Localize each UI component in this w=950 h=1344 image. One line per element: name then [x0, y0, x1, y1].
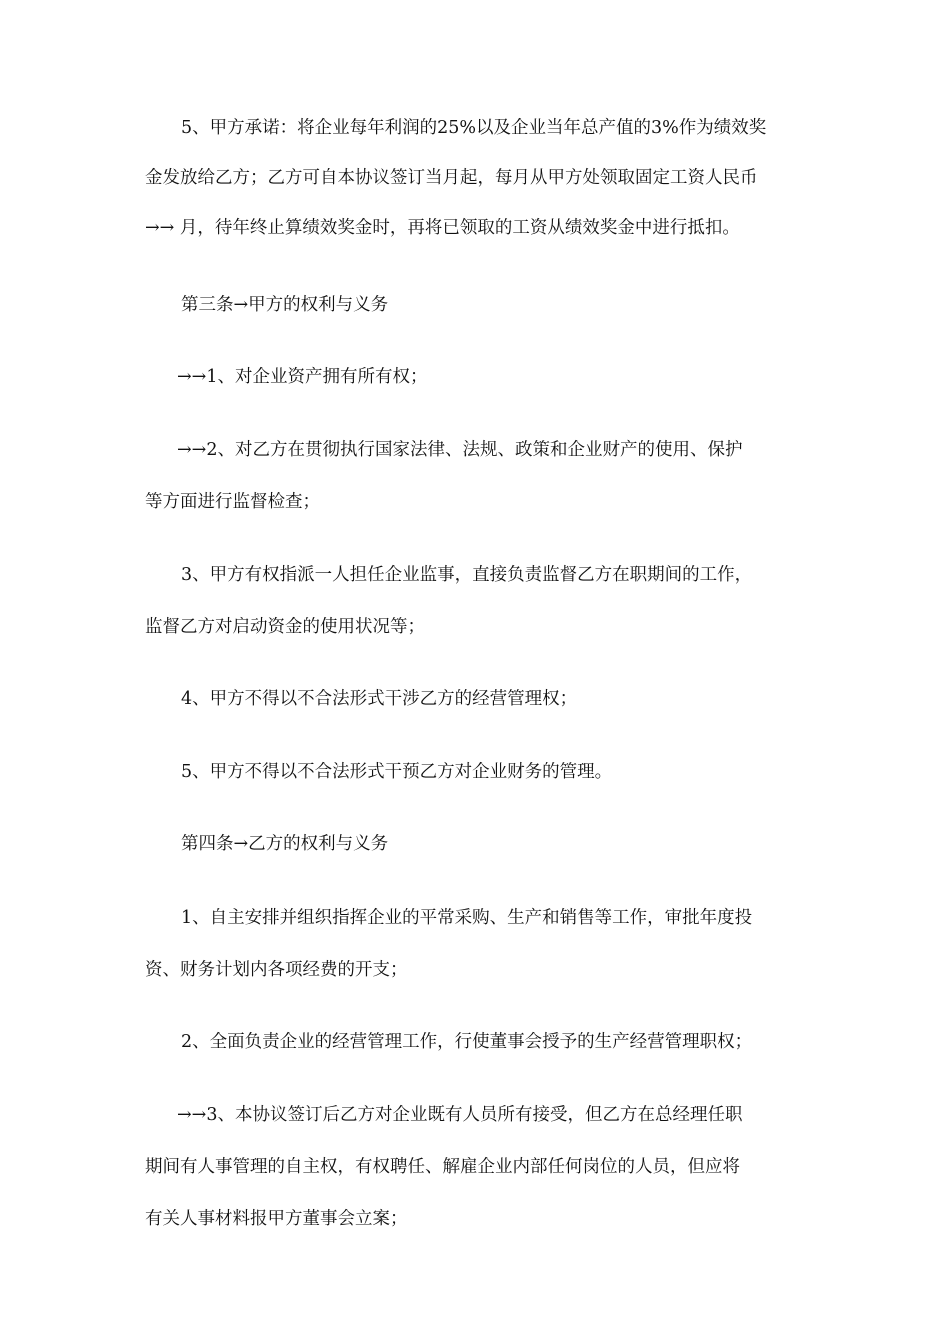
paragraph-line: 金发放给乙方；乙方可自本协议签订当月起，每月从甲方处领取固定工资人民币: [145, 168, 758, 188]
paragraph-line: →→3、本协议签订后乙方对企业既有人员所有接受，但乙方在总经理任职: [177, 1105, 743, 1125]
paragraph-line: 3、甲方有权指派一人担任企业监事，直接负责监督乙方在职期间的工作，: [181, 565, 753, 585]
paragraph-line: 4、甲方不得以不合法形式干涉乙方的经营管理权；: [181, 689, 578, 709]
paragraph-line: 5、甲方不得以不合法形式干预乙方对企业财务的管理。: [181, 762, 613, 782]
paragraph-line: 5、甲方承诺：将企业每年利润的25%以及企业当年总产值的3%作为绩效奖: [181, 118, 767, 138]
paragraph-line: 等方面进行监督检查；: [145, 492, 320, 512]
paragraph-line: →→1、对企业资产拥有所有权；: [177, 367, 428, 387]
paragraph-line: 期间有人事管理的自主权，有权聘任、解雇企业内部任何岗位的人员，但应将: [145, 1157, 740, 1177]
paragraph-line: 有关人事材料报甲方董事会立案；: [145, 1209, 408, 1229]
paragraph-line: 2、全面负责企业的经营管理工作，行使董事会授予的生产经营管理职权；: [181, 1032, 753, 1052]
paragraph-line: →→ 月，待年终止算绩效奖金时，再将已领取的工资从绩效奖金中进行抵扣。: [145, 218, 740, 238]
paragraph-line: 监督乙方对启动资金的使用状况等；: [145, 617, 425, 637]
paragraph-line: →→2、对乙方在贯彻执行国家法律、法规、政策和企业财产的使用、保护: [177, 440, 743, 460]
paragraph-line: 资、财务计划内各项经费的开支；: [145, 960, 408, 980]
section-heading: 第三条→甲方的权利与义务: [181, 295, 389, 315]
section-heading: 第四条→乙方的权利与义务: [181, 834, 389, 854]
paragraph-line: 1、自主安排并组织指挥企业的平常采购、生产和销售等工作，审批年度投: [181, 908, 753, 928]
